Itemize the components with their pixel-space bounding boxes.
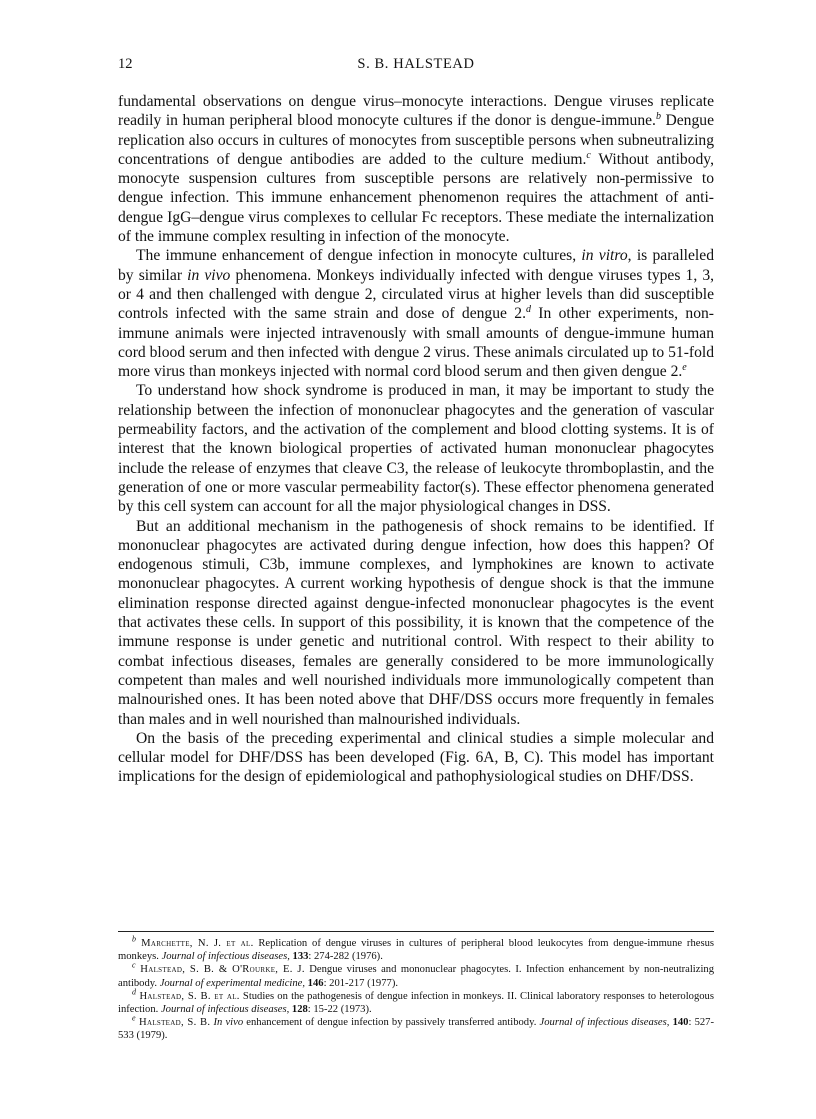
text-run: Studies on the pathogenesis of dengue infection in monkeys. II. Clinical laboratory responses to heterologous infection.: [118, 990, 714, 1016]
body-text: [118, 92, 714, 787]
text-run: In other experiments, non-immune animals were injected intravenously with small amounts of dengue-immune human cord blood serum and then infected with dengue 2 virus. These animals circulated up to 51-fold more virus than monkeys injected with normal cord blood serum and then given dengue 2.: [118, 305, 714, 381]
paragraph-in-vivo-phenomena: [118, 246, 714, 381]
footnote-e: [118, 1013, 714, 1042]
text-run: The immune enhancement of dengue infection in monocyte cultures,: [136, 247, 582, 265]
footnote-marker: b: [132, 934, 136, 944]
footnotes: [118, 934, 714, 1043]
footnote-b: [118, 934, 714, 963]
italic-text: Journal of infectious diseases,: [160, 1004, 290, 1016]
text-run: : 15-22 (1973).: [307, 1004, 372, 1016]
text-run: : 201-217 (1977).: [323, 977, 399, 989]
text-run: On the basis of the preceding experimental and clinical studies a simple molecular and cellular model for DHF/DSS has been developed (Fig. 6A, B, C). This model has important implications for the design of epidemiological and pathophysiological studies on DHF/DSS.: [118, 729, 714, 786]
footnote-marker: b: [655, 111, 661, 123]
footnote-c: [118, 960, 714, 989]
text-run: Dengue replication also occurs in cultures of monocytes from susceptible persons when subneutralizing concentrations of dengue antibodies are added to the culture medium.: [118, 112, 714, 168]
text-run: Replication of dengue viruses in cultures of peripheral blood leukocytes from dengue-immune rhesus monkeys.: [118, 938, 714, 963]
author-names: Halstead, S. B. & O'Rourke, E. J.: [135, 964, 305, 976]
text-run: Dengue viruses and mononuclear phagocytes. I. Infection enhancement by non-neutralizing antibody.: [118, 964, 714, 989]
author-names: Marchette, N. J. et al.: [136, 938, 254, 949]
text-run: enhancement of dengue infection by passively transferred antibody.: [243, 1017, 540, 1029]
paragraph-shock-syndrome: [118, 381, 714, 516]
italic-text: in vivo: [187, 266, 231, 284]
page-header: [118, 56, 714, 78]
text-run: To understand how shock syndrome is produced in man, it may be important to study the relationship between the infection of mononuclear phagocytes and the generation of vascular permeability factors, and the activation of the complement and blood clotting systems. It is of interest that the known biological properties of activated human mononuclear phagocytes include the release of enzymes that cleave C3, the release of leukocyte thromboplastin, and the generation of one or more vascular permeability factor(s). These effector phenomena generated by this cell system can account for all the major physiological changes in DSS.: [118, 382, 714, 516]
footnote-d: [118, 987, 714, 1016]
footnote-divider: [118, 931, 714, 932]
italic-text: In vivo: [213, 1017, 244, 1029]
volume-number: 128: [291, 1004, 308, 1016]
volume-number: 140: [672, 1017, 689, 1029]
footnote-marker: e: [132, 1013, 136, 1023]
volume-number: 146: [307, 977, 324, 989]
text-run: : 274-282 (1976).: [308, 951, 383, 963]
text-run: But an additional mechanism in the pathogenesis of shock remains to be identified. If mononuclear phagocytes are activated during dengue infection, how does this happen? Of endogenous stimuli, C3b, immune complexes, and lymphokines are known to activate mononuclear phagocytes. A current working hypothesis of dengue shock is that the immune elimination response directed against dengue-infected mononuclear phagocytes is the event that activates these cells. In support of this possibility, it is known that the competence of the immune response is under genetic and nutritional control. With respect to their ability to combat infectious diseases, females are generally considered to be more immunologically competent than males and well nourished individuals more immunologically competent than malnourished ones. It has been noted above that DHF/DSS occurs more frequently in females than males and in well nourished than malnourished individuals.: [118, 517, 714, 728]
running-head-author: S. B. HALSTEAD: [357, 56, 475, 72]
footnote-marker: c: [132, 960, 136, 970]
footnote-marker: d: [132, 987, 136, 997]
text-run: Without antibody, monocyte suspension cultures from susceptible persons are relatively non-permissive to dengue infection. This immune enhancement phenomenon requires the attachment of anti-dengue IgG–dengue virus complexes to cellular Fc receptors. These mediate the internalization of the immune complex resulting in infection of the monocyte.: [118, 150, 714, 246]
italic-text: Journal of infectious diseases,: [539, 1017, 670, 1029]
paragraph-model: [118, 729, 714, 787]
footnote-marker: d: [525, 304, 531, 316]
author-names: Halstead, S. B. et al.: [136, 990, 240, 1002]
text-run: phenomena. Monkeys individually infected with dengue viruses types 1, 3, or 4 and then challenged with dengue 2, circulated virus at higher levels than did susceptible controls infected with the same strain and dose of dengue 2.: [118, 266, 715, 323]
italic-text: Journal of infectious diseases,: [161, 951, 290, 963]
footnote-marker: e: [682, 361, 687, 373]
text-run: , is paralleled by similar: [118, 247, 714, 284]
author-names: Halstead, S. B.: [135, 1017, 211, 1029]
italic-text: Journal of experimental medicine,: [159, 977, 306, 989]
paragraph-monocyte-interactions: [118, 92, 714, 246]
paragraph-pathogenesis-mechanism: [118, 517, 714, 729]
text-run: fundamental observations on dengue virus–monocyte interactions. Dengue viruses replicate readily in human peripheral blood monocyte cultures if the donor is dengue-immune.: [118, 93, 714, 130]
italic-text: in vitro: [581, 247, 628, 265]
page-number: 12: [118, 56, 133, 72]
volume-number: 133: [292, 951, 309, 963]
footnote-marker: c: [586, 149, 591, 161]
text-run: : 527-533 (1979).: [118, 1017, 714, 1042]
